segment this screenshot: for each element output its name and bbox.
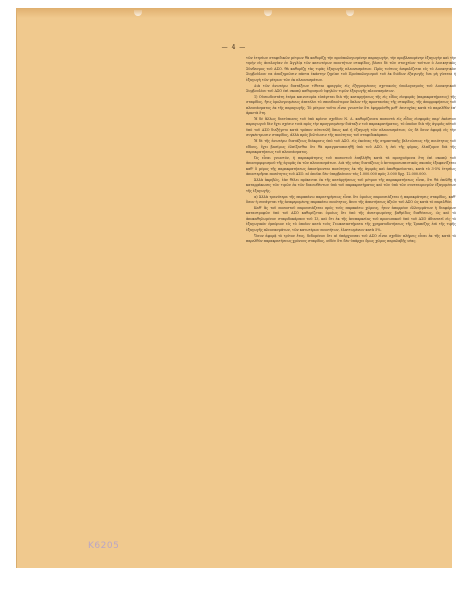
torn-top-edge [16,10,452,18]
paragraph: τῶν ἐτησίων σταφιδικῶν μέτρων θὰ καθορίζῃ τὴν προϋπολογισμένην παραγωγήν, τὴν προβλεπομένην ἐξαγωγὴν καὶ τὴν τιμὴν εἰς ἀναλογίαν ἐν Ἀγγλίᾳ τῶν κατωτέρων ποιοτήτων σταφίδος, βάσει δὲ τῶν στοιχείων τούτων ὁ Διοικητικὸς Σύνδεσμος τοῦ ΑΣΟ. θὰ καθορίζῃ τὰς τιμὰς ἐξαγωγῆς πλεονασμάτων. Πρὸς τούτοις ἀσφαλίζεται εἰς τὸ Διοικητικὸν Συμβούλιον να ἀποζημιῶσιν πάντα ἑκάστην ζημίαν τοῦ Προϋπολογισμοῦ τοῦ ἐκ διόδων ἐξαγωγῆς ἵνα μὴ γίνεται ἡ ἐξαγωγὴ τῶν μέτρων τῶν ἐκ πλεονασμάτων. [246,56,456,82]
text-column [246,56,456,244]
paragraph: 1) Οὐσιωδεστάτη ἑτέρα καινοτομία εἰσάγεται διὰ τῆς καταργήσεως τῆς εἰς εἶδος εἰσφορᾶς (παρακρατήματος) τῆς σταφίδος, ἥτις ὁμολογουμένως ἀπετέλει τὸ σπουδαιότερον ὅπλον τῆς προστασίας τῆς σταφίδος, τῆς ἀπορροφήσεως τοῦ πλεονάσματος ἐκ τῆς παραγωγῆς. Τὸ μέτρον τοῦτο εἶναι γνωστὸν ὅτι ἐφηρμόσθη μεθ' ἐπιτυχίας κατὰ τὸ παρελθὸν ἐπ' ἀρκετὰ ἔτη. [246,94,456,116]
paragraph: α) Ἀλλὰ τρανότερα τῆς παραπάνω παρατηρήσεως εἶναι ὅτι ὁμοίως παρουσιάζεται ἡ παρακράτησις σταφίδος, καθ' ὅσον ἡ συνάγεται τῆς ἀναφερομένης παρακάτω ποιότητος, ἄνευ τῆς ἀπαιτήσεως ἀξιῶν τοῦ ΑΣΟ ὡς κατὰ τὸ παρελθόν. [246,194,456,205]
paragraph: Ἀλλὰ ἀκριβῶς, ἐὰν θέλει πρόκειται ἐκ τῆς κατάργήσεως τοῦ μέτρου τῆς παρακρατήσεως εἶναι, ὅτι θὰ ἐπέλθῃ ἡ καταρράκωσις τῶν τιμῶν ἐκ τῶν διασωθέντων ὑπὸ τοῦ παρακρατήματος καὶ τῶν ὑπὸ τῶν συνεταιρισμῶν ἐξαγομένων τῆς ἐξαγωγῆς. [246,177,456,193]
edge-notch [264,10,272,16]
paragraph: Ὡς εἶναι γνωστόν, ἡ παρακράτησις τοῦ ποσοστοῦ ἐπεβλήθη κατὰ τὰ προηγούμενα ἔτη ἐπὶ σκοπῷ τοῦ ἀποσυμφορισμοῦ τῆς ἀγορᾶς ἐκ τῶν πλεονασμάτων. Διὰ τῆς νέας διατάξεως ὁ ἀντιπροσωπευτικὸς σκοπὸς ἐξαφανίζεται καθ' ὃ μέρος τῆς παρακρατήσεως ἀποσύρονται ποσότητες ἐκ τῆς ἀγορᾶς καὶ ἀποθηκεύονται, κατὰ τὸ 3-5% ἐτησίως ἀποστερῆσαι ποσότητες τοῦ ΑΣΟ. αἱ ὁποῖαι δὲν ὑπερβαίνουν τὰς 1.000.000 πρὸς 3.000 δρχ. 12.000.000. [246,155,456,177]
page-number: — 4 — [221,44,247,51]
paragraph: Ἡ δὲ ἄλλως διατύπωσις τοῦ ὑπὸ κρίσιν σχεδίου Ν. Δ. καθορίζουσα ποσοστὰ εἰς εἶδος εἰσφορᾶς παρ' ἑκάστου παραγωγοῦ δὲν ἔχει σχέσιν τινὰ πρὸς τὴν προηγουμένην διάταξιν τοῦ παρακρατήματος, τὸ ὁποῖον διὰ τῆς ἀγορᾶς αὐτοῦ ὑπὸ τοῦ ΑΣΟ διεξήγετο κατὰ τρόπον αὐτοτελῆ ὅπως καὶ ἡ ἐξαγωγὴ τῶν πλεονασμάτων, ὡς δὲ ὅσον ἀφορᾷ εἰς τὴν συγκέντρωσιν σταφίδος, ἀλλὰ πρὸς βελτίωσιν τῆς ποιότητος τοῦ σταφιδοκάρπου. [246,116,456,138]
paragraph: Καθ' ἃς τοῦ ποσοστοῦ παρουσιάζεται πρὸς τοὺς παρακάτω χώρους, ἦτον ἀπορρέον ἐλλειμμάτων ἡ διαφόρων καταστροφῶν ὑπὸ τοῦ ΑΣΟ καθορίζεται ὁμοίως ὅτι ὑπὸ τῆς ἀνατιμωμένης βαθμίδος διαθέσεως, ὡς καὶ τὸ ἀποκαθηλωμένον σταφιδοκάρπου τοῦ 13, καὶ ὅτι ἐκ τῆς ἀνεπαρκείας τοῦ προσωπικοῦ ὑπὸ τοῦ ΑΣΟ ἀδυνατεῖ εἰς τὸ ἐξαγωγικὸν ἐμπόριον εἰς τὸ ὁποῖον κατὰ τοὺς Γεωκαταστήματα τῆς χρηματοδοτήσεως τῆς Τραπέζης ἐπὶ τῆς τιμῆς ἐξαγωγῆς πλεονασμάτων, τῶν κατωτέρων ποιοτήτων, ἐλαττωμένων κατὰ 5%. [246,205,456,232]
edge-notch [346,10,354,16]
archive-mark: Κ6205 [88,541,120,551]
paragraph: Διὰ τῶν ἀνωτέρω διατάξεων τίθεται φραγμὸς εἰς ἐξηγουμένους σχετικοὺς ὑπολογισμοὺς τοῦ Διοικητικοῦ Συμβουλίου τοῦ ΑΣΟ ἐπὶ σκοπῷ καθορισμοῦ ὑψηλῶν τιμῶν ἐξαγωγῆς πλεονασμάτων. [246,83,456,93]
paragraph: Ὅσον ἀφορᾷ τὸ τρίτον ἔτος, δεδομένου ὅτι αἱ ὑπάρχουσαι τοῦ ΑΣΟ εἶναι σχεδὸν πλήρεις εἶναι ἐκ τῆς κατὰ τὸ παρελθὸν παρακρατήσεως χρόνους σταφίδος, οὐδὲν ὅτι δὲν ὑπάρχει ὅμως χῶρος παραλαβῆς νέας. [246,233,456,243]
paragraph: Ἡ δὲ τῆς ἀνωτέρω διατάξεως διάκρισις ὑπὸ τοῦ ΑΣΟ. εἰς ἐκείνας τῆς σημαντικῆς βελτιώσεως τῆς ποιότητος τοῦ εἴδους, ἔχει βασίμως ἐλπίζεσθαι ὅτι θὰ πραγματοποιηθῇ ὑπὸ τοῦ ΑΣΟ. ἡ ἐπὶ τῆς φύρας, ἐλπίζομεν διὰ τῆς παρακρατήσεως τοῦ πλεονάσματος. [246,139,456,154]
edge-notch [134,10,142,16]
document-page [16,8,456,568]
